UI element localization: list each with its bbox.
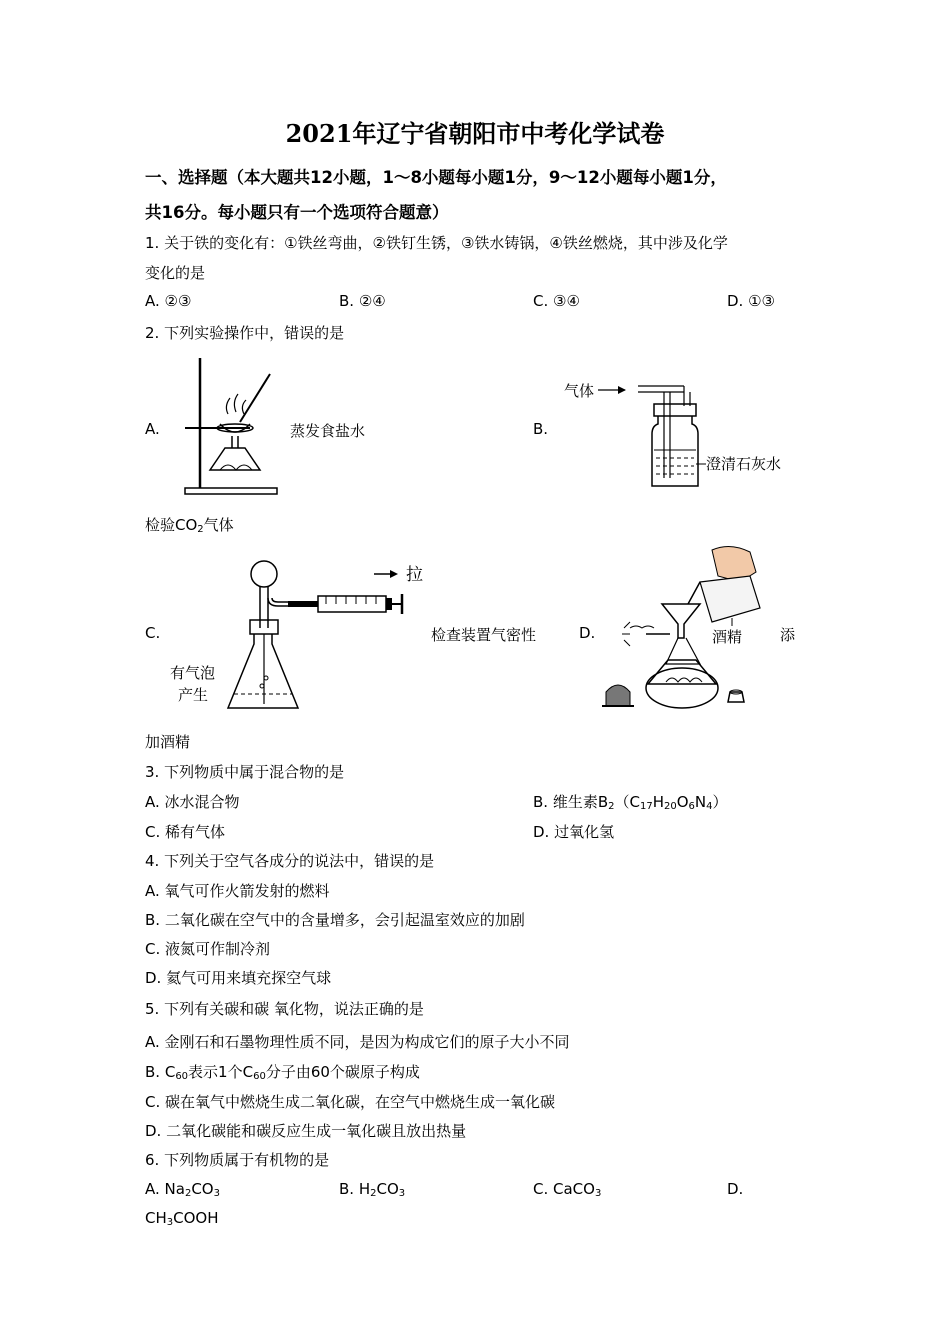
- q1-stem-line2: 变化的是: [145, 264, 206, 282]
- q6-option-a: A. $Na_2CO_3$: [145, 1180, 220, 1199]
- q4-option-b: B. 二氧化碳在空气中的含量增多，会引起温室效应的加剧: [145, 911, 525, 929]
- q3-stem: 3. 下列物质中属于混合物的是: [145, 763, 345, 781]
- q2-option-a-caption: 蒸发食盐水: [290, 422, 366, 440]
- q2-option-c-caption: 检查装置气密性: [431, 626, 537, 644]
- q3-option-b: B. 维生素$B_2(C_{17}H_{20}O_6N_4)$: [533, 793, 728, 812]
- q1-option-d: D. ①③: [727, 292, 775, 310]
- q2-option-c-label: C.: [145, 624, 161, 642]
- q2-option-d-caption-part2: 加酒精: [145, 733, 191, 751]
- bubbles-label-line2: 产生: [178, 686, 209, 704]
- q2-option-d-caption-part1: 添: [780, 626, 796, 644]
- section-heading-line2: 共16分。每小题只有一个选项符合题意）: [145, 203, 449, 222]
- q5-stem: 5. 下列有关碳和碳 氧化物，说法正确的是: [145, 1000, 424, 1018]
- q1-option-b: B. ②④: [339, 292, 386, 310]
- q5-option-c: C. 碳在氧气中燃烧生成二氧化碳，在空气中燃烧生成一氧化碳: [145, 1093, 556, 1111]
- evaporation-apparatus-figure: [180, 352, 290, 498]
- q6-option-d-formula: $CH_3COOH$: [145, 1209, 219, 1228]
- q5-option-d: D. 二氧化碳能和碳反应生成一氧化碳且放出热量: [145, 1122, 467, 1140]
- alcohol-label: 酒精: [712, 628, 743, 646]
- q1-option-c: C. ③④: [533, 292, 580, 310]
- q6-option-d: D.: [727, 1180, 744, 1198]
- pull-label: 拉: [406, 565, 423, 585]
- q6-stem: 6. 下列物质属于有机物的是: [145, 1151, 330, 1169]
- q4-option-a: A. 氧气可作火箭发射的燃料: [145, 882, 330, 900]
- section-heading-line1: 一、选择题（本大题共12小题，1～8小题每小题1分，9～12小题每小题1分，: [145, 168, 727, 187]
- q2-stem: 2. 下列实验操作中，错误的是: [145, 324, 345, 342]
- q6-option-b: B. $H_2CO_3$: [339, 1180, 406, 1199]
- q6-option-c: C. CaCO$_3$: [533, 1180, 602, 1199]
- gas-label: 气体: [564, 382, 595, 400]
- gas-washing-bottle-figure: [560, 374, 800, 492]
- q2-option-b-caption: 检验$CO_2$气体: [145, 516, 234, 535]
- q3-option-a: A. 冰水混合物: [145, 793, 240, 811]
- q5-option-b: B. $C_{60}$表示1个$C_{60}$分子由60个碳原子构成: [145, 1063, 420, 1082]
- q4-option-d: D. 氦气可用来填充探空气球: [145, 969, 332, 987]
- q4-option-c: C. 液氮可作制冷剂: [145, 940, 271, 958]
- q4-stem: 4. 下列关于空气各成分的说法中，错误的是: [145, 852, 435, 870]
- q3-option-d: D. 过氧化氢: [533, 823, 615, 841]
- limewater-label: 澄清石灰水: [706, 455, 782, 473]
- q1-option-a: A. ②③: [145, 292, 192, 310]
- q1-stem-line1: 1. 关于铁的变化有：①铁丝弯曲，②铁钉生锈，③铁水铸锅，④铁丝燃烧，其中涉及化学: [145, 234, 728, 252]
- q2-option-a-label: A.: [145, 420, 160, 438]
- q2-option-d-label: D.: [579, 624, 596, 642]
- q5-option-a: A. 金刚石和石墨物理性质不同，是因为构成它们的原子大小不同: [145, 1033, 570, 1051]
- q2-option-b-label: B.: [533, 420, 549, 438]
- page-title: 2021年辽宁省朝阳市中考化学试卷: [285, 119, 665, 148]
- bubbles-label-line1: 有气泡: [170, 664, 216, 682]
- q3-option-c: C. 稀有气体: [145, 823, 226, 841]
- adding-alcohol-figure: [600, 542, 780, 714]
- airtightness-check-figure: [168, 558, 438, 720]
